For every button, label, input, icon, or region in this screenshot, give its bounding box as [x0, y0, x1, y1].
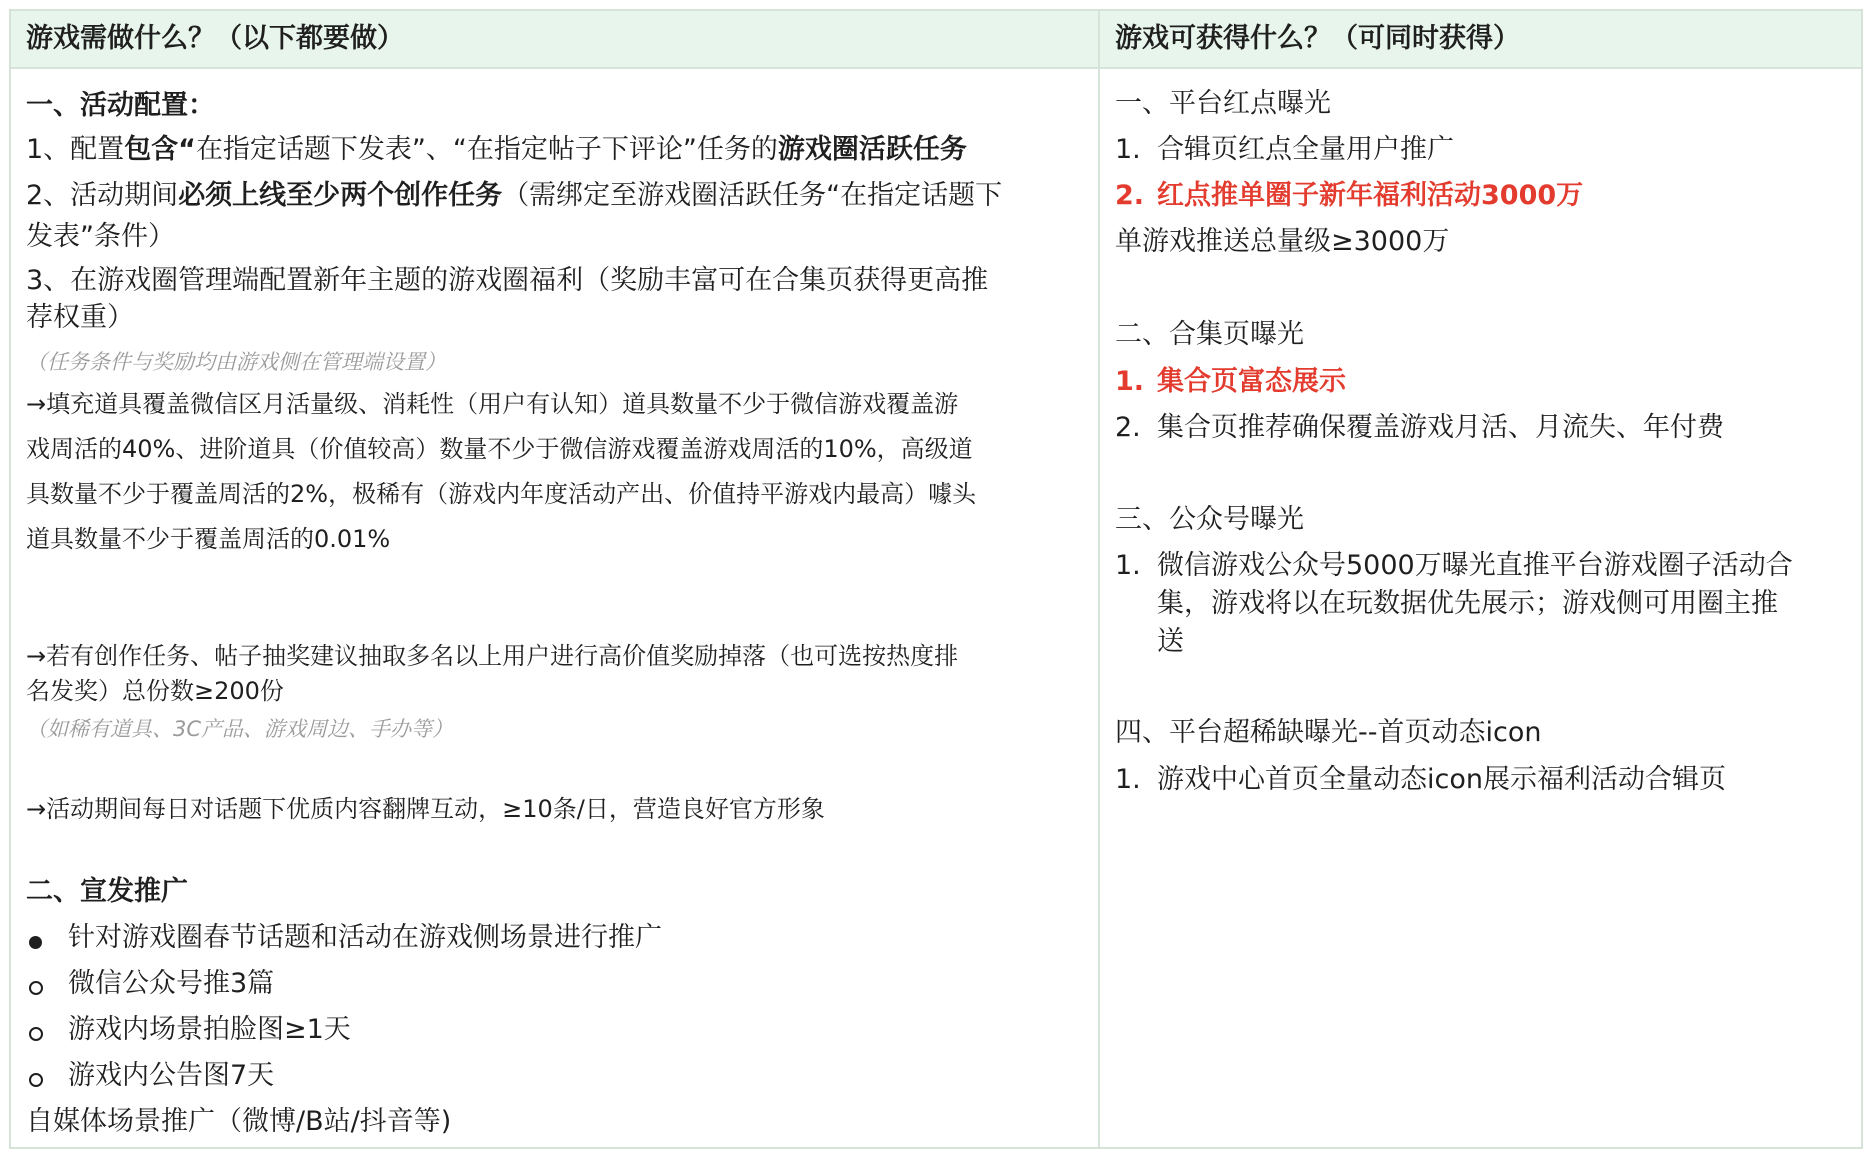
- right-section-2-title: 二、合集页曝光: [1115, 319, 1304, 350]
- arrow-1-line-1: →填充道具覆盖微信区月活量级、消耗性（用户有认知）道具数量不少于微信游戏覆盖游: [26, 390, 959, 418]
- item-2-text-a: 2、活动期间: [26, 180, 179, 211]
- right-section-1-title: 一、平台红点曝光: [1115, 88, 1331, 119]
- section-2-title: 二、宣发推广: [26, 876, 188, 907]
- r2-num-1: 1.: [1115, 366, 1145, 397]
- r2-item-1: 集合页富态展示: [1157, 366, 1346, 397]
- header-left: 游戏需做什么？（以下都要做）: [26, 23, 404, 54]
- bullet-circle-icon: [29, 981, 43, 995]
- arrow-1-line-4: 道具数量不少于覆盖周活的0.01%: [26, 525, 391, 553]
- bullet-circle-icon: [29, 1073, 43, 1087]
- item-1-text-d: 游戏圈活跃任务: [777, 134, 967, 165]
- item-1-text-a: 1、配置: [26, 134, 125, 165]
- item-3: 3、在游戏圈管理端配置新年主题的游戏圈福利（奖励丰富可在合集页获得更高推: [26, 265, 989, 296]
- r2-num-2: 2.: [1115, 412, 1141, 443]
- right-section-4-title: 四、平台超稀缺曝光--首页动态icon: [1115, 717, 1542, 748]
- r4-num-1: 1.: [1115, 764, 1141, 795]
- arrow-2-line-2: 名发奖）总份数≥200份: [26, 677, 284, 705]
- r3-num-1: 1.: [1115, 550, 1141, 581]
- r4-item-1: 游戏中心首页全量动态icon展示福利活动合辑页: [1157, 764, 1726, 795]
- item-2-text-c: （需绑定至游戏圈活跃任务“在指定话题下: [502, 180, 1003, 211]
- content-table: [9, 9, 1863, 1149]
- right-cell: [1100, 69, 1861, 1147]
- bullet-2: 微信公众号推3篇: [68, 968, 275, 999]
- r2-item-2: 集合页推荐确保覆盖游戏月活、月流失、年付费: [1157, 412, 1724, 443]
- bullet-circle-icon: [29, 1027, 43, 1041]
- header-right: 游戏可获得什么？（可同时获得）: [1115, 23, 1520, 54]
- bullet-dot-icon: [29, 936, 42, 949]
- r1-item-1: 合辑页红点全量用户推广: [1157, 134, 1454, 165]
- r3-item-line-3: 送: [1157, 626, 1184, 657]
- self-media-promo: 自媒体场景推广（微博/B站/抖音等): [26, 1106, 452, 1137]
- note-task-conditions: （任务条件与奖励均由游戏侧在管理端设置）: [26, 350, 446, 374]
- note-prizes: （如稀有道具、3C产品、游戏周边、手办等）: [26, 717, 454, 741]
- left-cell: [11, 69, 1098, 1147]
- arrow-1-line-3: 具数量不少于覆盖周活的2%，极稀有（游戏内年度活动产出、价值持平游戏内最高）噱头: [26, 480, 977, 508]
- r3-item-line-2: 集，游戏将以在玩数据优先展示；游戏侧可用圈主推: [1157, 588, 1778, 619]
- bullet-1: 针对游戏圈春节话题和活动在游戏侧场景进行推广: [68, 922, 662, 953]
- arrow-3: →活动期间每日对话题下优质内容翻牌互动，≥10条/日，营造良好官方形象: [26, 795, 825, 823]
- item-2-text-b: 必须上线至少两个创作任务: [178, 180, 503, 211]
- item-2: [26, 179, 1002, 213]
- item-1-text-c: 在指定话题下发表”、“在指定帖子下评论”任务的: [195, 134, 778, 165]
- r1-extra: 单游戏推送总量级≥3000万: [1115, 226, 1450, 257]
- r1-item-2: 红点推单圈子新年福利活动3000万: [1157, 180, 1584, 211]
- r3-item-line-1: 微信游戏公众号5000万曝光直推平台游戏圈子活动合: [1157, 550, 1793, 581]
- r1-num-1: 1.: [1115, 134, 1141, 165]
- arrow-2-line-1: →若有创作任务、帖子抽奖建议抽取多名以上用户进行高价值奖励掉落（也可选按热度排: [26, 642, 959, 670]
- right-section-3-title: 三、公众号曝光: [1115, 504, 1304, 535]
- item-3-line-2: 荐权重）: [26, 302, 134, 333]
- bullet-3: 游戏内场景拍脸图≥1天: [68, 1014, 351, 1045]
- item-1: [26, 133, 967, 167]
- item-2-line-2: 发表”条件）: [26, 221, 175, 252]
- section-1-title: 一、活动配置：: [26, 90, 215, 121]
- r1-num-2: 2.: [1115, 180, 1145, 211]
- table-header-row: [11, 11, 1861, 69]
- arrow-1-line-2: 戏周活的40%、进阶道具（价值较高）数量不少于微信游戏覆盖游戏周活的10%，高级道: [26, 435, 973, 463]
- bullet-4: 游戏内公告图7天: [68, 1060, 275, 1091]
- item-1-text-b: 包含“: [124, 134, 196, 165]
